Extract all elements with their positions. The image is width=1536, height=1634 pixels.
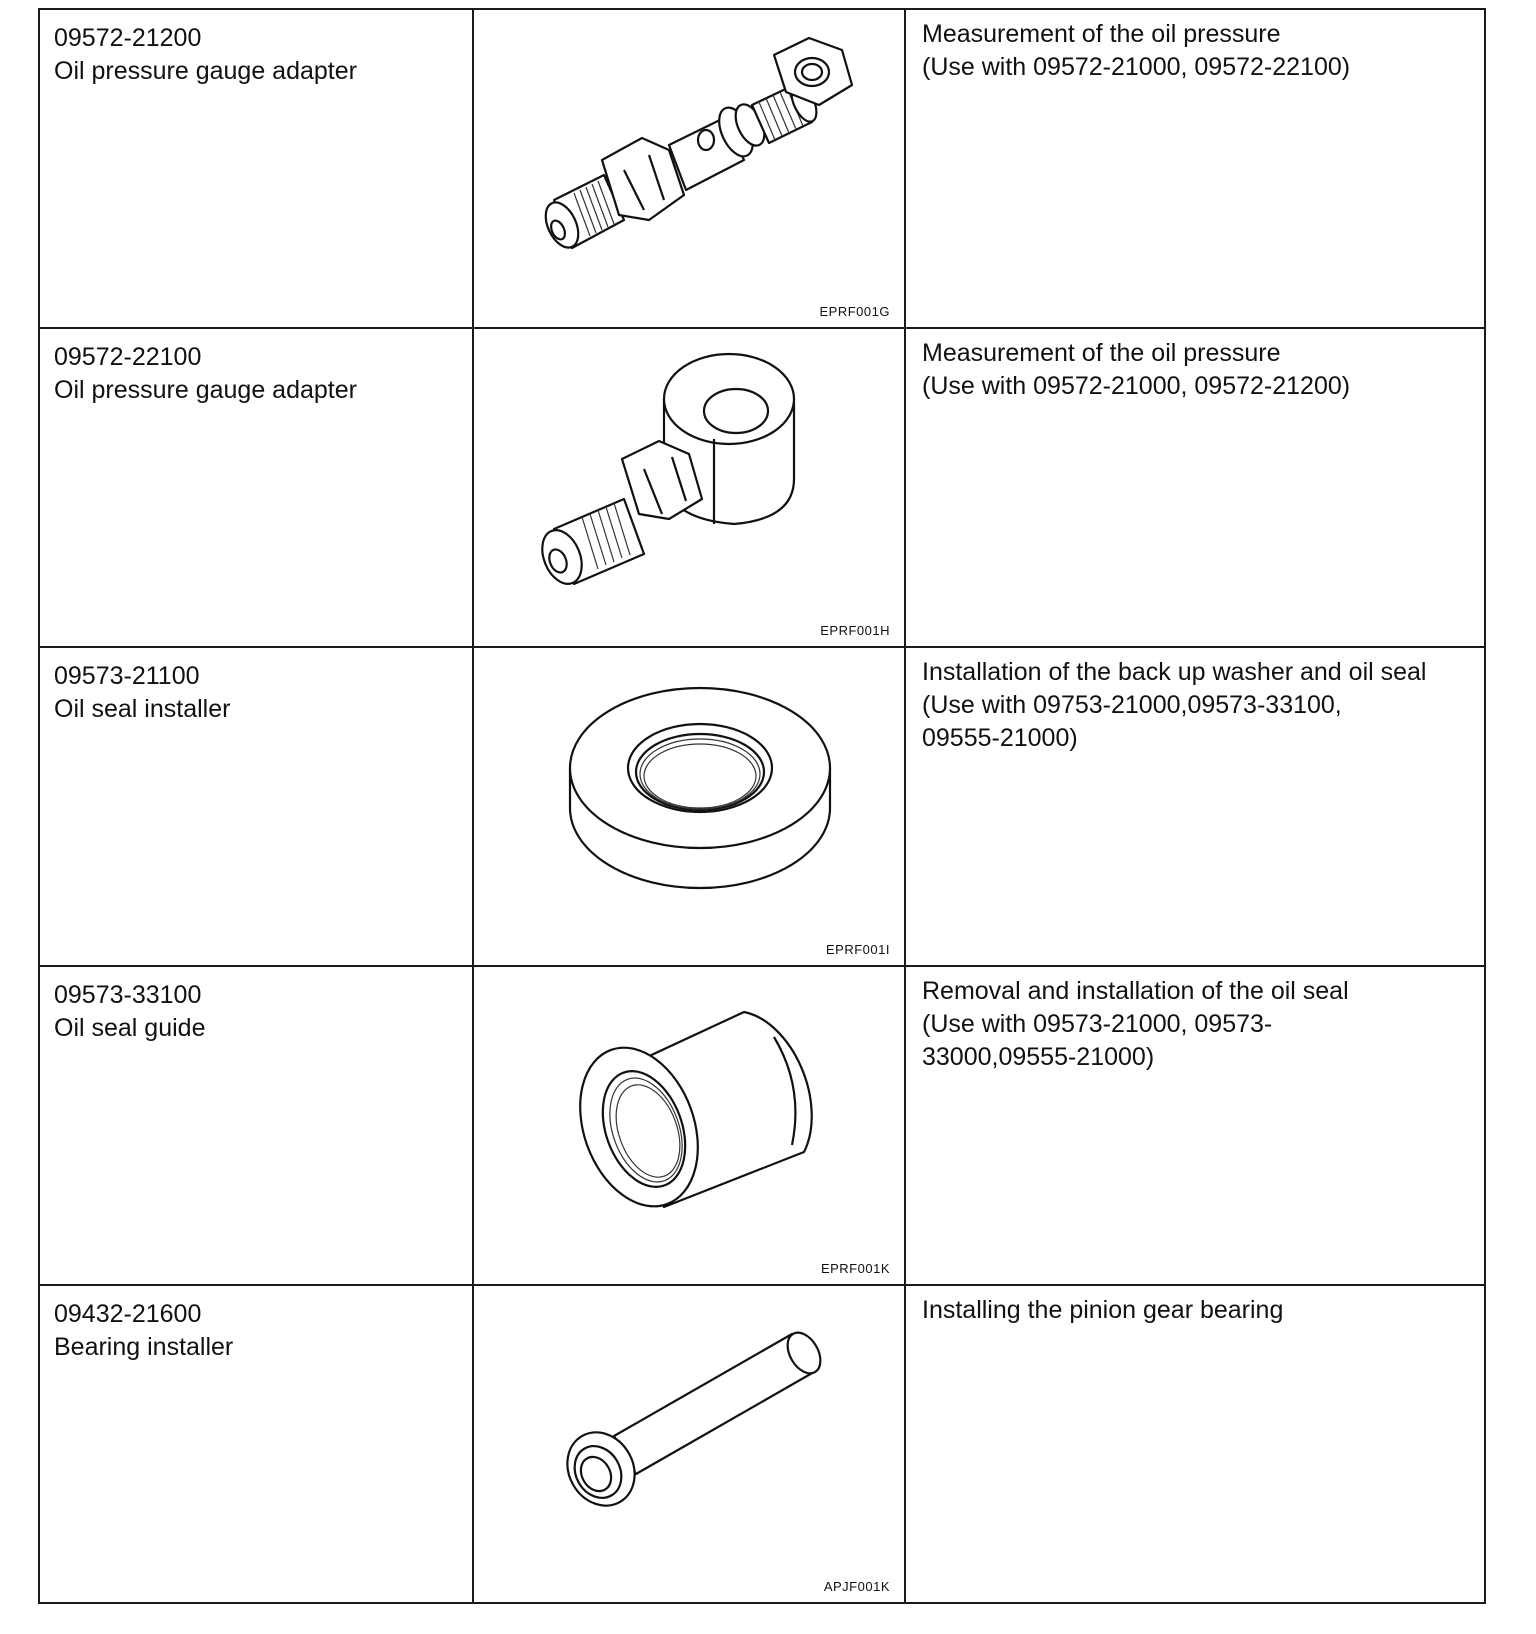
tool-name: Oil seal guide <box>54 1014 206 1042</box>
use-line: Installation of the back up washer and oil seal <box>922 658 1427 686</box>
tool-name: Bearing installer <box>54 1333 234 1361</box>
use-line: 33000,09555-21000) <box>922 1043 1155 1071</box>
use-cell <box>905 9 1485 328</box>
figure-code: EPRF001H <box>820 623 890 638</box>
use-line: (Use with 09572-21000, 09572-22100) <box>922 53 1351 81</box>
oil-pressure-gauge-adapter-banjo-illustration <box>474 329 906 648</box>
use-line: Removal and installation of the oil seal <box>922 977 1349 1005</box>
part-number: 09573-21100 <box>54 662 200 690</box>
figure-code: APJF001K <box>823 1579 890 1594</box>
table-row <box>39 966 1485 1285</box>
use-line: (Use with 09753-21000,09573-33100, <box>922 691 1342 719</box>
oil-pressure-gauge-adapter-nipple-illustration <box>474 10 906 329</box>
use-line: Measurement of the oil pressure <box>922 20 1281 48</box>
use-line: (Use with 09572-21000, 09572-21200) <box>922 372 1351 400</box>
use-line: (Use with 09573-21000, 09573- <box>922 1010 1273 1038</box>
tool-cell <box>39 9 473 328</box>
part-number: 09573-33100 <box>54 981 202 1009</box>
part-number: 09432-21600 <box>54 1300 202 1328</box>
illustration-cell <box>473 966 905 1285</box>
tool-name: Oil pressure gauge adapter <box>54 57 357 85</box>
tool-name: Oil seal installer <box>54 695 231 723</box>
table-row <box>39 9 1485 328</box>
illustration-cell <box>473 647 905 966</box>
bearing-installer-rod-illustration <box>474 1286 906 1604</box>
table-row <box>39 647 1485 966</box>
illustration-cell <box>473 1285 905 1603</box>
figure-code: EPRF001K <box>820 1261 890 1276</box>
use-line: Measurement of the oil pressure <box>922 339 1281 367</box>
use-cell <box>905 966 1485 1285</box>
oil-seal-guide-cylinder-illustration <box>474 967 906 1286</box>
special-tools-table <box>38 8 1486 1604</box>
table-row <box>39 1285 1485 1603</box>
tool-cell <box>39 647 473 966</box>
oil-seal-installer-ring-illustration <box>474 648 906 967</box>
figure-code: EPRF001I <box>826 942 890 957</box>
use-line: 09555-21000) <box>922 724 1078 752</box>
tool-cell <box>39 966 473 1285</box>
tool-cell <box>39 1285 473 1603</box>
use-cell <box>905 328 1485 647</box>
use-cell <box>905 1285 1485 1603</box>
part-number: 09572-21200 <box>54 24 202 52</box>
table-row <box>39 328 1485 647</box>
part-number: 09572-22100 <box>54 343 202 371</box>
tool-name: Oil pressure gauge adapter <box>54 376 357 404</box>
illustration-cell <box>473 9 905 328</box>
tool-cell <box>39 328 473 647</box>
illustration-cell <box>473 328 905 647</box>
figure-code: EPRF001G <box>819 304 890 319</box>
use-line: Installing the pinion gear bearing <box>922 1296 1284 1324</box>
use-cell <box>905 647 1485 966</box>
